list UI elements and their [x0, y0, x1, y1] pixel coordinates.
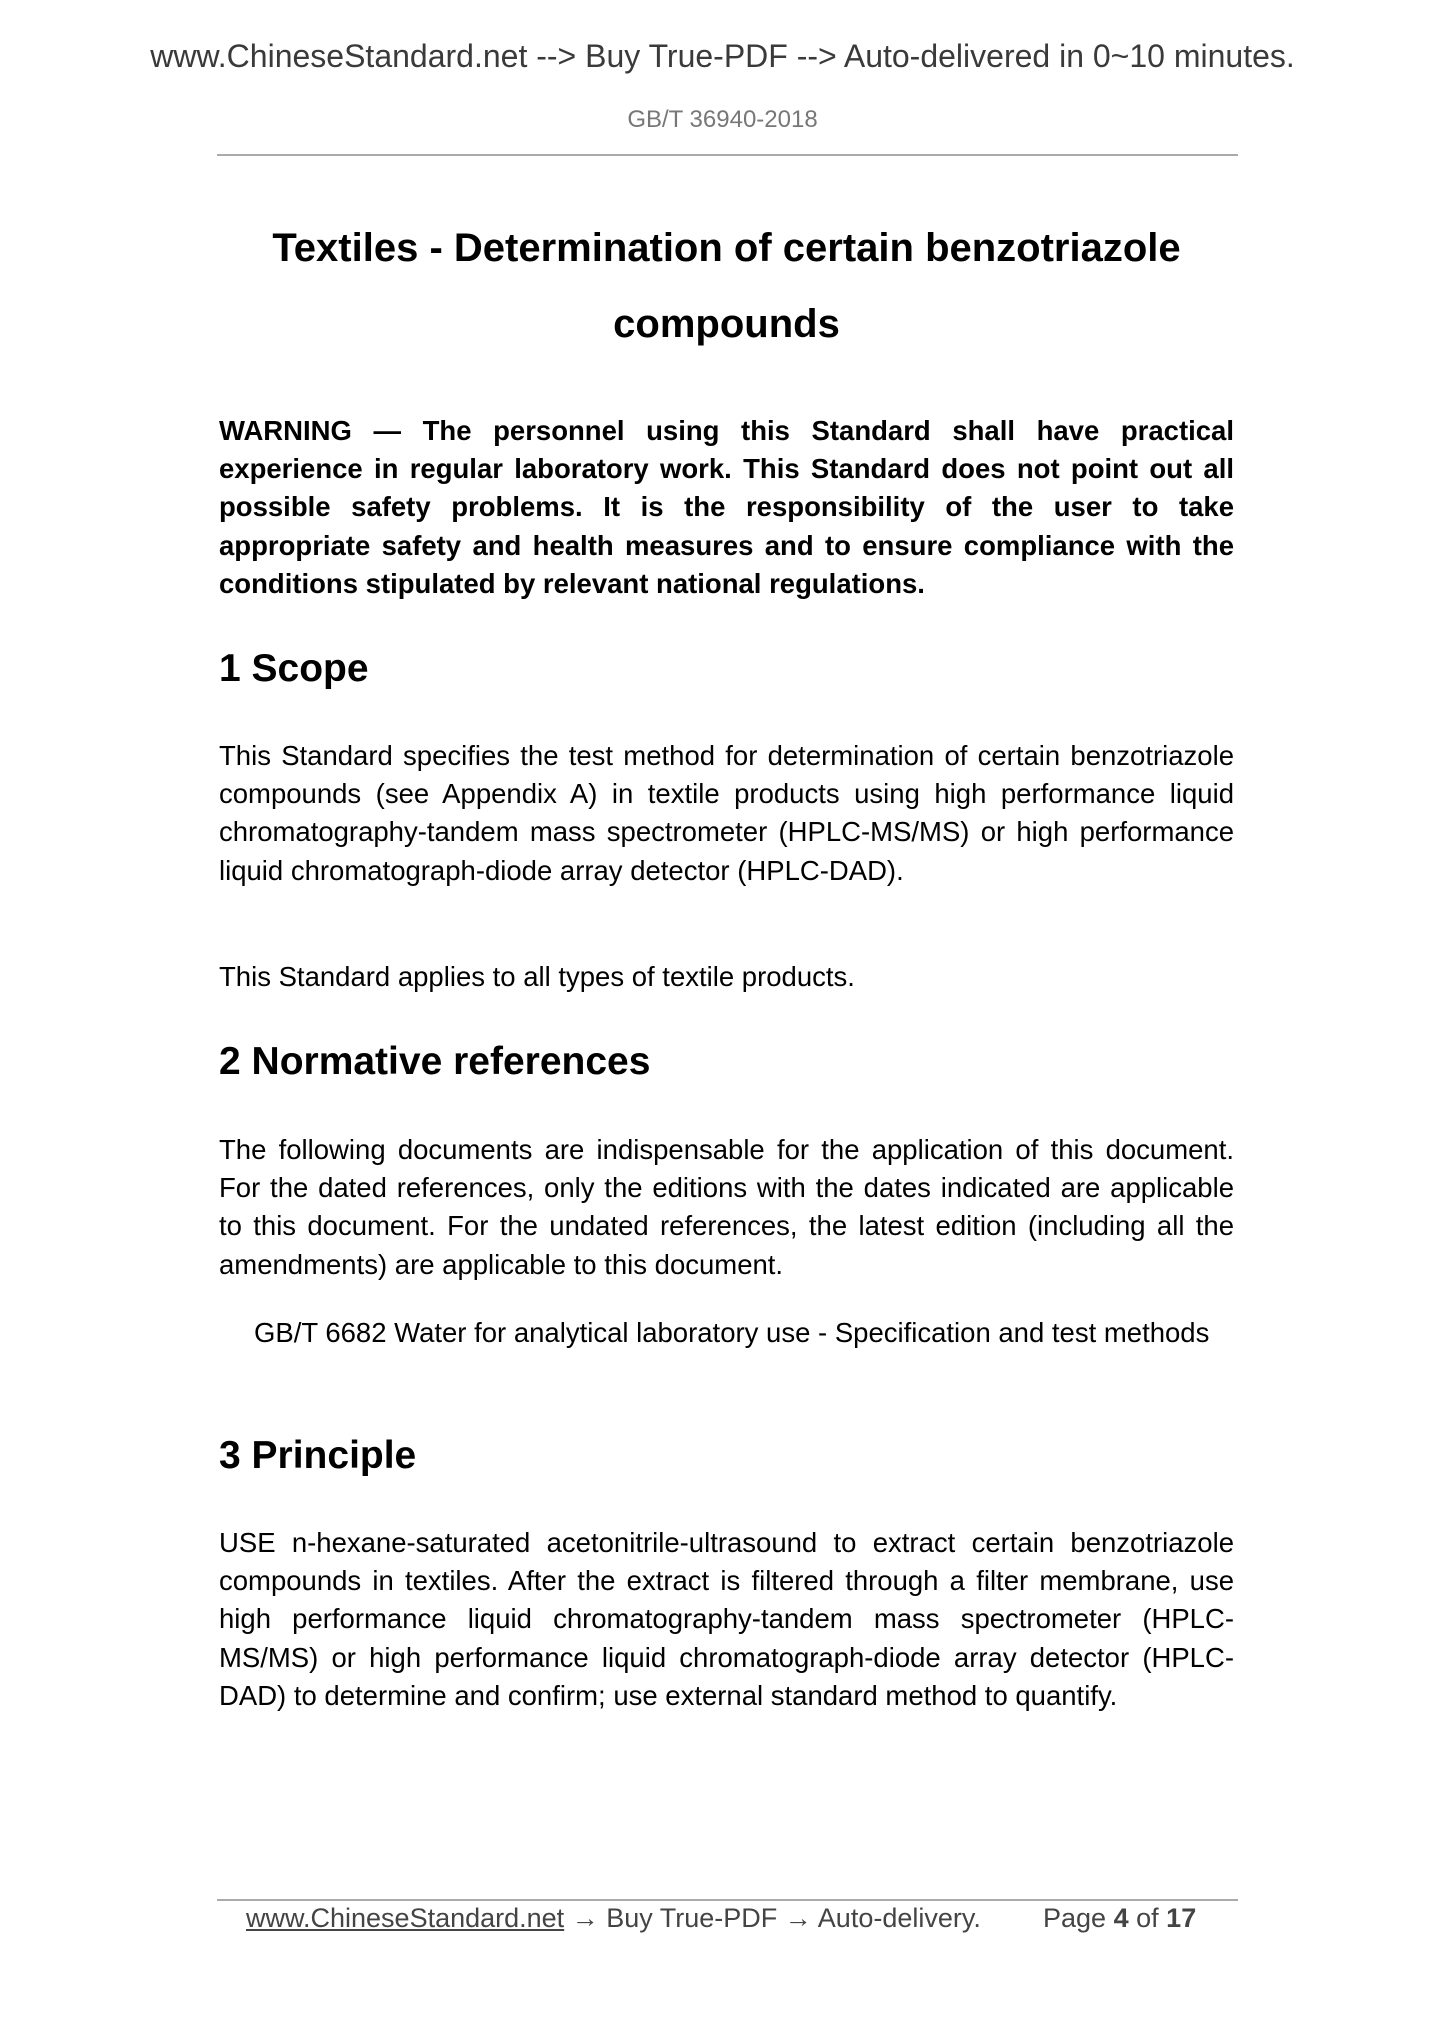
- section-heading-scope: 1 Scope: [219, 647, 369, 690]
- footer-delivery: Auto-delivery.: [817, 1903, 981, 1933]
- of-label: of: [1136, 1903, 1159, 1933]
- top-banner: www.ChineseStandard.net --> Buy True-PDF --> Auto-delivered in 0~10 minutes.: [150, 38, 1295, 74]
- page-label: Page: [1043, 1903, 1107, 1933]
- scope-paragraph-2: This Standard applies to all types of textile products.: [219, 961, 855, 992]
- current-page: 4: [1113, 1903, 1129, 1933]
- total-pages: 17: [1166, 1903, 1197, 1933]
- footer-divider: [217, 1899, 1238, 1901]
- footer-buy: Buy True-PDF: [606, 1903, 778, 1933]
- normative-paragraph: The following documents are indispensable for the application of this document. For the dated references, only the editions with the dates indicated are applicable to this document. For the undated references, the latest edition (including all the amendments) are applicable to this document.: [219, 1134, 1234, 1280]
- scope-paragraph-1: This Standard specifies the test method for determination of certain benzotriazole compounds (see Appendix A) in textile products using high performance liquid chromatography-tandem mass spectrometer (HPLC-MS/MS) or high performance liquid chromatograph-diode array detector (HPLC-DAD).: [219, 740, 1234, 886]
- section-heading-normative-references: 2 Normative references: [219, 1040, 651, 1083]
- reference-item: GB/T 6682 Water for analytical laboratory use - Specification and test methods: [254, 1317, 1210, 1348]
- footer-text: [246, 1903, 981, 1934]
- warning-paragraph: WARNING — The personnel using this Standard shall have practical experience in regular laboratory work. This Standard does not point out all possible safety problems. It is the responsibility of the user to take appropriate safety and health measures and to ensure compliance with the conditions stipulated by relevant national regulations.: [219, 415, 1234, 599]
- arrow-icon: →: [784, 1903, 812, 1933]
- document-id: GB/T 36940-2018: [627, 106, 818, 133]
- footer-link[interactable]: www.ChineseStandard.net: [246, 1903, 565, 1933]
- page-number: [1043, 1903, 1196, 1934]
- header-divider: [217, 154, 1238, 156]
- document-title: Textiles - Determination of certain benzotriazole compounds: [272, 226, 1181, 346]
- arrow-icon: →: [571, 1903, 599, 1933]
- section-heading-principle: 3 Principle: [219, 1434, 417, 1477]
- principle-paragraph: USE n-hexane-saturated acetonitrile-ultrasound to extract certain benzotriazole compounds in textiles. After the extract is filtered through a filter membrane, use high performance liquid chromatography-tandem mass spectrometer (HPLC-MS/MS) or high performance liquid chromatograph-diode array detector (HPLC-DAD) to determine and confirm; use external standard method to quantify.: [219, 1527, 1234, 1711]
